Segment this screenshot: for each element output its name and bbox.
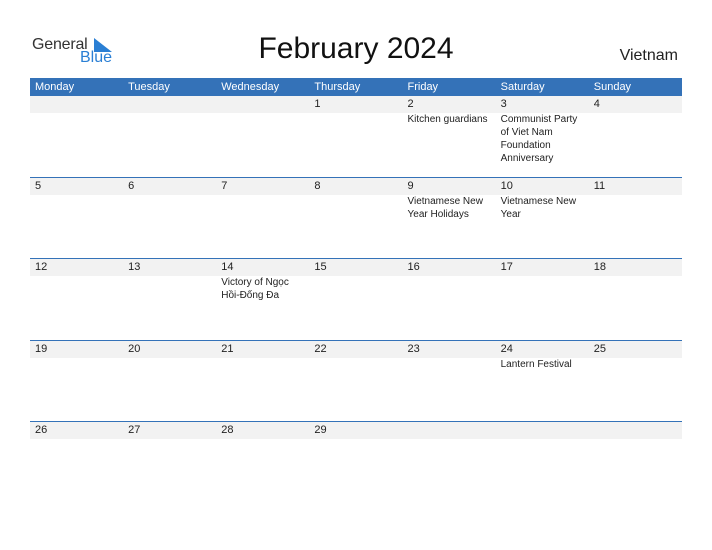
holiday-event: Vietnamese New Year xyxy=(500,195,577,220)
day-number: 4 xyxy=(593,98,600,110)
day-number: 20 xyxy=(128,342,141,355)
week-row xyxy=(30,178,682,260)
day-number: 3 xyxy=(500,98,507,110)
day-number xyxy=(501,422,589,439)
day-number: 29 xyxy=(314,424,327,436)
week-row xyxy=(30,96,682,178)
calendar-title: February 2024 xyxy=(258,32,454,65)
day-number: 12 xyxy=(35,261,48,273)
day-number: 5 xyxy=(35,179,42,192)
day-number: 27 xyxy=(128,424,141,436)
day-number: 18 xyxy=(593,261,606,273)
day-cell xyxy=(403,341,496,371)
weekday-tuesday: Tuesday xyxy=(128,81,170,93)
day-number: 25 xyxy=(593,342,606,355)
day-number xyxy=(35,96,123,113)
day-cell xyxy=(496,259,589,302)
day-cell xyxy=(309,178,402,221)
day-number: 23 xyxy=(407,342,420,355)
logo-blue-text: Blue xyxy=(80,49,113,66)
day-cell xyxy=(216,341,309,371)
day-cell xyxy=(216,96,309,165)
holiday-event: Kitchen guardians xyxy=(407,114,488,125)
day-number: 7 xyxy=(221,179,228,192)
day-cell xyxy=(496,341,589,371)
weekday-friday: Friday xyxy=(407,81,439,93)
weekday-header xyxy=(30,78,682,96)
day-number: 26 xyxy=(35,424,48,436)
day-cell xyxy=(403,422,496,439)
day-number: 28 xyxy=(221,424,234,436)
day-cell xyxy=(30,96,123,165)
day-cell xyxy=(123,96,216,165)
holiday-event: Communist Party of Viet Nam Foundation Anniversary xyxy=(500,114,578,164)
week-row xyxy=(30,422,682,504)
week-row xyxy=(30,341,682,423)
week-cells xyxy=(30,178,682,221)
day-cell xyxy=(403,96,496,165)
day-cell xyxy=(496,422,589,439)
country-label: Vietnam xyxy=(619,47,678,64)
holiday-event: Lantern Festival xyxy=(500,358,572,370)
day-cell xyxy=(309,259,402,302)
weekday-wednesday: Wednesday xyxy=(221,81,280,93)
day-cell xyxy=(216,422,309,439)
day-number: 10 xyxy=(500,179,513,192)
holiday-event: Victory of Ngọc Hồi-Đống Đa xyxy=(221,277,289,301)
holiday-event: Vietnamese New Year Holidays xyxy=(407,195,483,220)
day-cell xyxy=(309,96,402,165)
day-number: 16 xyxy=(407,261,420,273)
day-number xyxy=(128,96,216,113)
day-cell xyxy=(30,422,123,439)
week-row xyxy=(30,259,682,341)
day-cell xyxy=(30,178,123,221)
day-cell xyxy=(589,178,682,221)
day-number xyxy=(221,96,309,113)
day-number: 1 xyxy=(314,98,321,110)
day-cell xyxy=(30,259,123,302)
day-cell xyxy=(123,341,216,371)
day-number xyxy=(594,422,682,439)
day-number: 13 xyxy=(128,261,141,273)
day-cell xyxy=(403,259,496,302)
day-number: 24 xyxy=(500,342,513,355)
day-number: 11 xyxy=(593,179,606,192)
weekday-monday: Monday xyxy=(35,81,75,93)
day-cell xyxy=(216,259,309,302)
day-cell xyxy=(309,341,402,371)
day-cell xyxy=(123,259,216,302)
week-cells xyxy=(30,259,682,302)
day-number: 19 xyxy=(35,342,48,355)
day-cell xyxy=(30,341,123,371)
day-number: 14 xyxy=(221,261,234,273)
day-number: 21 xyxy=(221,342,234,355)
week-cells xyxy=(30,422,682,439)
calendar-grid xyxy=(30,78,682,504)
day-number: 17 xyxy=(500,261,513,273)
day-cell xyxy=(589,259,682,302)
day-number: 22 xyxy=(314,342,327,355)
day-cell xyxy=(309,422,402,439)
logo-general-text: General xyxy=(32,36,88,53)
day-cell xyxy=(589,422,682,439)
day-cell xyxy=(496,178,589,221)
day-number: 9 xyxy=(407,179,414,192)
day-number: 8 xyxy=(314,179,321,192)
day-cell xyxy=(496,96,589,165)
weekday-saturday: Saturday xyxy=(500,81,545,93)
day-cell xyxy=(123,178,216,221)
week-cells xyxy=(30,341,682,371)
day-number: 2 xyxy=(407,98,414,110)
week-cells xyxy=(30,96,682,165)
day-cell xyxy=(216,178,309,221)
day-number xyxy=(408,422,496,439)
weeks-container xyxy=(30,96,682,504)
day-cell xyxy=(589,96,682,165)
day-cell xyxy=(403,178,496,221)
weekday-sunday: Sunday xyxy=(593,81,632,93)
day-number: 6 xyxy=(128,179,135,192)
day-number: 15 xyxy=(314,261,327,273)
day-cell xyxy=(123,422,216,439)
day-cell xyxy=(589,341,682,371)
weekday-thursday: Thursday xyxy=(314,81,361,93)
